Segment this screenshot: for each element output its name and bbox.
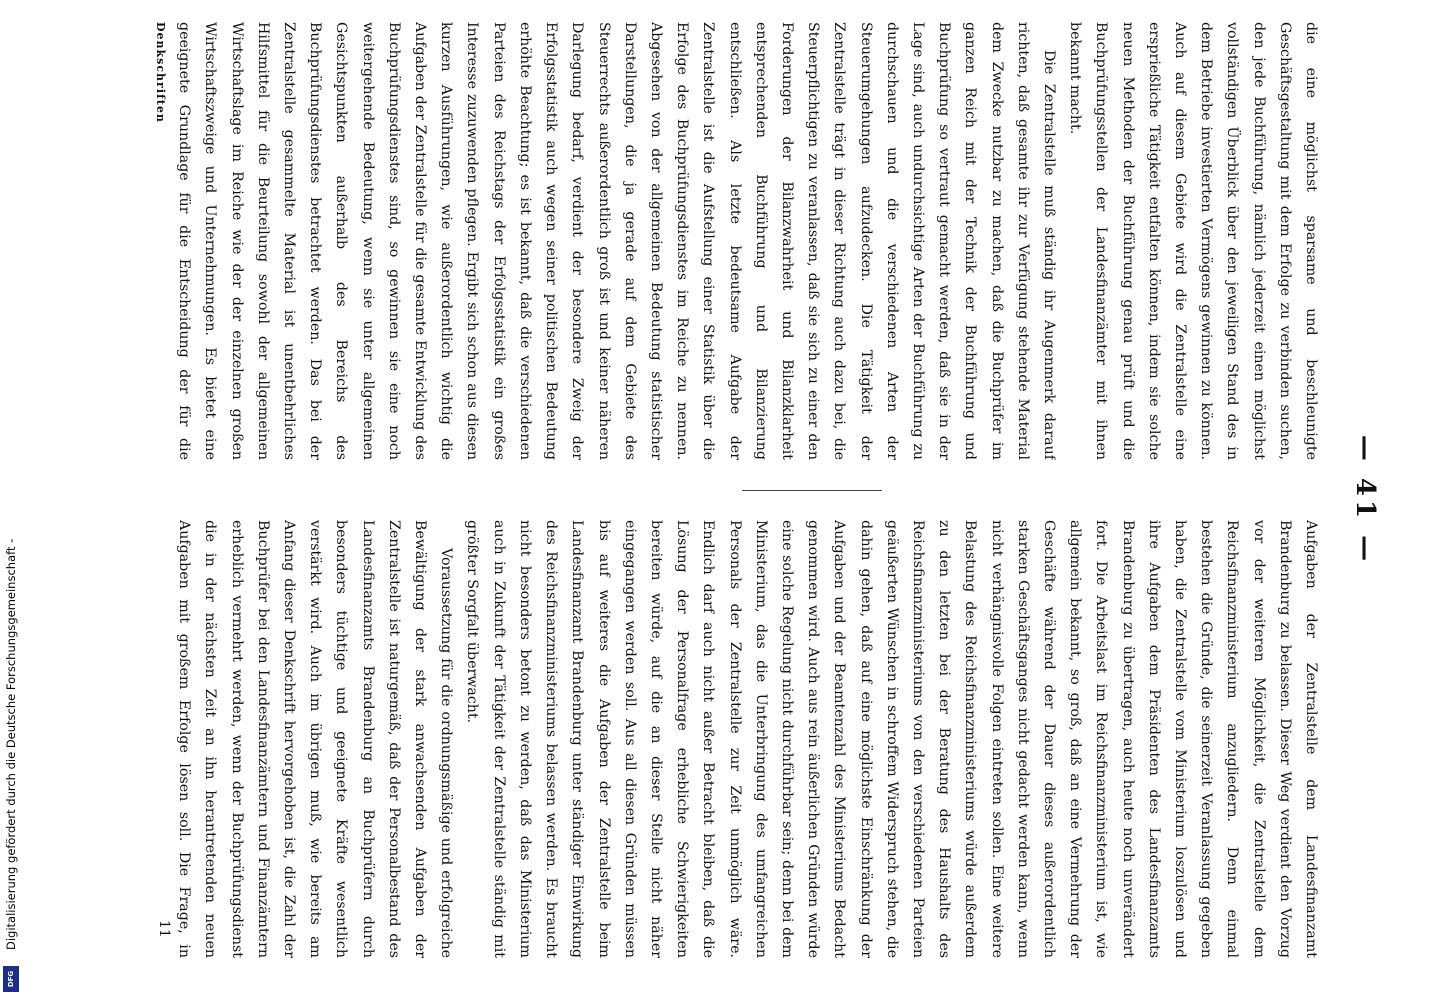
column-rule xyxy=(742,490,882,491)
dfg-logo: DFG xyxy=(3,966,19,992)
paragraph: Aufgaben der Zentralstelle dem Landesfinanzamt Brandenburg zu belassen. Dieser Weg verdient den Vorzug vor der weiteren Möglichkeit, die Zentralstelle dem Reichsfinanzministerium anzugliedern. Denn einmal bestehen die Gründe, die seinerzeit Veranlassung gegeben haben, die Zentralstelle vom Ministerium loszulösen und ihre Aufgaben dem Präsidenten des Landesfinanzamts Brandenburg zu übertragen, auch heute noch unverändert fort. Die Arbeitslast im Reichsfinanzministerium ist, wie allgemein bekannt, so groß, daß an eine Vermehrung der Geschäfte während der Dauer dieses außerordentlich starken Geschäftsganges nicht gedacht werden kann, wenn nicht verhängnisvolle Folgen eintreten sollen. Eine weitere Belastung des Reichsfinanzministeriums würde außerdem zu den letzten bei der Beratung des Haushalts des Reichsfinanzministeriums von den verschiedenen Parteien geäußerten Wünschen in schroffem Widerspruch stehen, die dahin gehen, daß auf eine möglichste Einschränkung der Aufgaben und der Beamtenzahl des Ministeriums Bedacht genommen wird. Auch aus rein äußerlichen Gründen würde eine solche Regelung nicht durchführbar sein; denn bei dem Ministerium, das die Unterbringung des umfangreichen Personals der Zentralstelle zur Zeit unmöglich wäre. Endlich darf auch nicht außer Betracht bleiben, daß die Lösung der Personalfrage erhebliche Schwierigkeiten bereiten würde, auf die an dieser Stelle nicht näher eingegangen werden soll. Aus all diesen Gründen müssen bis auf weiteres die Aufgaben der Zentralstelle beim Landesfinanzamt Brandenburg unter ständiger Einwirkung des Reichsfinanzministeriums belassen werden. Es braucht nicht besonders betont zu werden, daß das Ministerium auch in Zukunft der Tätigkeit der Zentralstelle ständig mit größter Sorgfalt überwacht. xyxy=(464,520,1319,958)
page-number: — 41 — xyxy=(1350,434,1380,566)
scanned-page xyxy=(142,0,1434,1000)
paragraph: die eine möglichst sparsame und beschleunigte Geschäftsgestaltung mit dem Erfolge zu verbinden suchen, den jede Buchführung, nämlich jederzeit einen möglichst vollständigen Überblick über den jeweiligen Stand des in dem Betriebe investierten Vermögens gewinnen zu können. Auch auf diesem Gebiete wird die Zentralstelle eine ersprießliche Tätigkeit entfalten können, indem sie solche neuen Methoden der Buchführung genau prüft und die Buchprüfungsstellen der Landesfinanzämter mit ihnen bekannt macht. xyxy=(1067,22,1319,460)
footer-signature: Denkschriften xyxy=(154,22,167,123)
attribution-text: Digitalisierung gefördert durch die Deutsche Forschungsgemeinschaft - xyxy=(4,538,18,950)
paragraph: Voraussetzung für die ordnungsmäßige und erfolgreiche Bewältigung der stark anwachsenden Aufgaben der Zentralstelle ist naturgemäß, daß der Personalbestand des Landesfinanzamts Brandenburg an Buchprüfern durch besonders tüchtige und geeignete Kräfte wesentlich verstärkt wird. Auch im übrigen muß, wie bereits am Anfang dieser Denkschrift hervorgehoben ist, die Zahl der Buchprüfer bei den Landesfinanzämtern und Finanzämtern erheblich vermehrt werden, wenn der Buchprüfungsdienst die in der nächsten Zeit an ihn herantretenden neuen Aufgaben mit großem Erfolge lösen soll. Die Frage, in xyxy=(176,520,455,958)
footer-sheet-number: 11 xyxy=(156,920,172,938)
right-column xyxy=(174,520,1324,958)
attribution-strip xyxy=(0,0,22,1000)
paragraph: Die Zentralstelle muß ständig ihr Augenmerk darauf richten, daß gesamte ihr zur Verfügung stehende Material dem Zwecke nutzbar zu machen, daß die Buchprüfer im ganzen Reich mit der Technik der Buchführung und Buchprüfung so vertraut gemacht werden, daß sie in der Lage sind, auch undurchsichtige Arten der Buchführung zu durchschauen und die verschiedenen Arten der Steuerumgehungen aufzudecken. Die Tätigkeit der Zentralstelle trägt in dieser Richtung auch dazu bei, die Steuerpflichtigen zu veranlassen, daß sie sich zu einer den Forderungen der Bilanzwahrheit und Bilanzklarheit entsprechenden Buchführung und Bilanzierung entschließen. Als letzte bedeutsame Aufgabe der Zentralstelle ist die Aufstellung einer Statistik über die Erfolge des Buchprüfungsdienstes im Reiche zu nennen. Abgesehen von der allgemeinen Bedeutung statistischer Darstellungen, die ja gerade auf dem Gebiete des Steuerrechts außerordentlich groß ist und keiner näheren Darlegung bedarf, verdient der besondere Zweig der Erfolgsstatistik auch wegen seiner politischen Bedeutung erhöhte Beachtung; es ist bekannt, daß die verschiedenen Parteien des Reichstags der Erfolgsstatistik ein großes Interesse zuzuwenden pflegen. Ergibt sich schon aus diesen kurzen Ausführungen, wie außerordentlich wichtig die Aufgaben der Zentralstelle für die gesamte Entwicklung des Buchprüfungsdienstes sind, so gewinnen sie eine noch weitergehende Bedeutung, wenn sie unter allgemeinen Gesichtspunkten außerhalb des Bereichs des Buchprüfungsdienstes betrachtet werden. Das bei der Zentralstelle gesammelte Material ist unentbehrliches Hilfsmittel für die Beurteilung sowohl der allgemeinen Wirtschaftslage im Reiche wie der der einzelnen großen Wirtschaftszweige und Unternehmungen. Es bietet eine geeignete Grundlage für die Entscheidung der für die xyxy=(176,22,1057,460)
left-column xyxy=(174,22,1324,460)
